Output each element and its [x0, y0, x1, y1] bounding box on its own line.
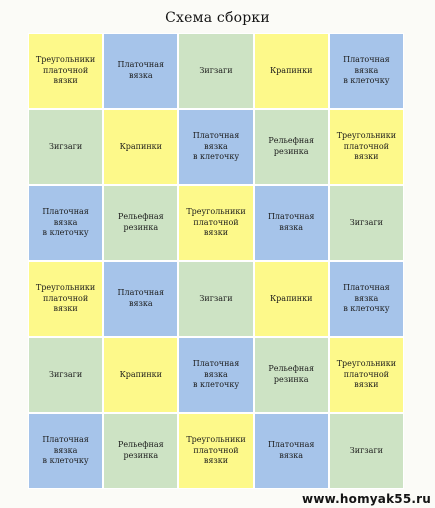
grid-cell-r2-c2: Крапинки [104, 110, 177, 184]
watermark: www.homyak55.ru [302, 492, 431, 506]
grid-cell-r5-c2: Крапинки [104, 338, 177, 412]
assembly-grid [28, 33, 404, 489]
grid-cell-r3-c3: Треугольники платочной вязки [179, 186, 252, 260]
grid-cell-r4-c5: Платочная вязка в клеточку [330, 262, 403, 336]
grid-cell-r4-c2: Платочная вязка [104, 262, 177, 336]
grid-cell-r6-c5: Зигзаги [330, 414, 403, 488]
grid-cell-r1-c4: Крапинки [255, 34, 328, 108]
grid-cell-r2-c5: Треугольники платочной вязки [330, 110, 403, 184]
grid-cell-r4-c3: Зигзаги [179, 262, 252, 336]
grid-cell-r5-c4: Рельефная резинка [255, 338, 328, 412]
grid-cell-r5-c5: Треугольники платочной вязки [330, 338, 403, 412]
grid-cell-r4-c1: Треугольники платочной вязки [29, 262, 102, 336]
grid-cell-r4-c4: Крапинки [255, 262, 328, 336]
grid-cell-r1-c5: Платочная вязка в клеточку [330, 34, 403, 108]
grid-cell-r5-c3: Платочная вязка в клеточку [179, 338, 252, 412]
grid-cell-r6-c3: Треугольники платочной вязки [179, 414, 252, 488]
grid-cell-r3-c5: Зигзаги [330, 186, 403, 260]
grid-cell-r1-c3: Зигзаги [179, 34, 252, 108]
grid-cell-r6-c4: Платочная вязка [255, 414, 328, 488]
grid-cell-r2-c3: Платочная вязка в клеточку [179, 110, 252, 184]
grid-cell-r1-c2: Платочная вязка [104, 34, 177, 108]
grid-cell-r6-c2: Рельефная резинка [104, 414, 177, 488]
grid-cell-r3-c1: Платочная вязка в клеточку [29, 186, 102, 260]
grid-cell-r5-c1: Зигзаги [29, 338, 102, 412]
grid-cell-r1-c1: Треугольники платочной вязки [29, 34, 102, 108]
grid-cell-r2-c1: Зигзаги [29, 110, 102, 184]
grid-cell-r2-c4: Рельефная резинка [255, 110, 328, 184]
grid-cell-r3-c2: Рельефная резинка [104, 186, 177, 260]
grid-cell-r6-c1: Платочная вязка в клеточку [29, 414, 102, 488]
grid-cell-r3-c4: Платочная вязка [255, 186, 328, 260]
diagram-title: Схема сборки [165, 10, 270, 26]
